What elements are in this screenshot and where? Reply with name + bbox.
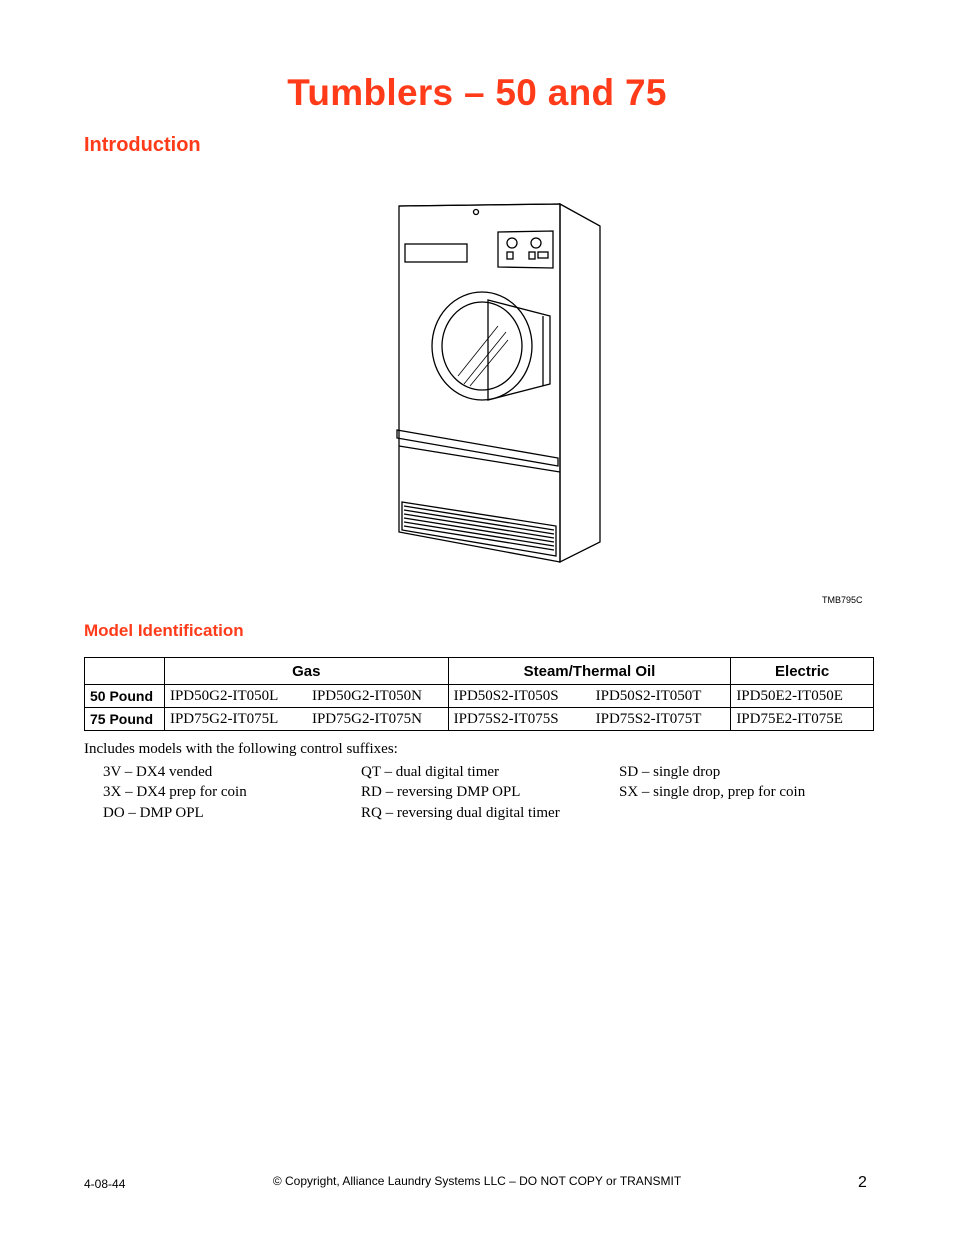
row-label: 75 Pound [85, 708, 165, 731]
model-number: IPD75G2-IT075L [169, 710, 279, 727]
header-blank [85, 658, 165, 685]
suffix-item: SD – single drop [619, 764, 721, 780]
introduction-heading: Introduction [84, 134, 201, 156]
steam-models [448, 685, 731, 708]
suffix-item: QT – dual digital timer [361, 764, 500, 780]
figure-label: TMB795C [822, 595, 863, 605]
header-steam: Steam/Thermal Oil [448, 658, 731, 685]
table-row [85, 708, 874, 731]
tumbler-illustration [388, 196, 610, 566]
gas-models [164, 685, 448, 708]
suffix-intro-text: Includes models with the following control suffixes: [84, 741, 398, 757]
model-number: IPD50S2-IT050T [595, 687, 702, 704]
model-number: IPD50G2-IT050N [311, 687, 422, 704]
table-header-row [85, 658, 874, 685]
suffix-item: 3X – DX4 prep for coin [103, 784, 247, 800]
gas-models [164, 708, 448, 731]
model-number: IPD50G2-IT050L [169, 687, 279, 704]
suffix-item: DO – DMP OPL [103, 805, 204, 821]
model-number: IPD50S2-IT050S [453, 687, 559, 704]
model-number: IPD75S2-IT075S [453, 710, 559, 727]
model-identification-heading: Model Identification [84, 621, 244, 640]
suffix-item: RD – reversing DMP OPL [361, 784, 521, 800]
suffix-item: SX – single drop, prep for coin [619, 784, 806, 800]
page-number: 2 [858, 1174, 867, 1191]
copyright-notice: © Copyright, Alliance Laundry Systems LLC – DO NOT COPY or TRANSMIT [272, 1174, 682, 1188]
electric-model: IPD50E2-IT050E [731, 685, 874, 708]
suffix-item: 3V – DX4 vended [103, 764, 213, 780]
header-electric: Electric [731, 658, 874, 685]
page-title: Tumblers – 50 and 75 [287, 72, 667, 113]
model-number: IPD75S2-IT075T [595, 710, 702, 727]
model-table [84, 657, 874, 731]
electric-model: IPD75E2-IT075E [731, 708, 874, 731]
document-code: 4-08-44 [84, 1177, 126, 1191]
table-row [85, 685, 874, 708]
header-gas: Gas [164, 658, 448, 685]
suffix-item: RQ – reversing dual digital timer [361, 805, 560, 821]
row-label: 50 Pound [85, 685, 165, 708]
steam-models [448, 708, 731, 731]
model-number: IPD75G2-IT075N [311, 710, 422, 727]
